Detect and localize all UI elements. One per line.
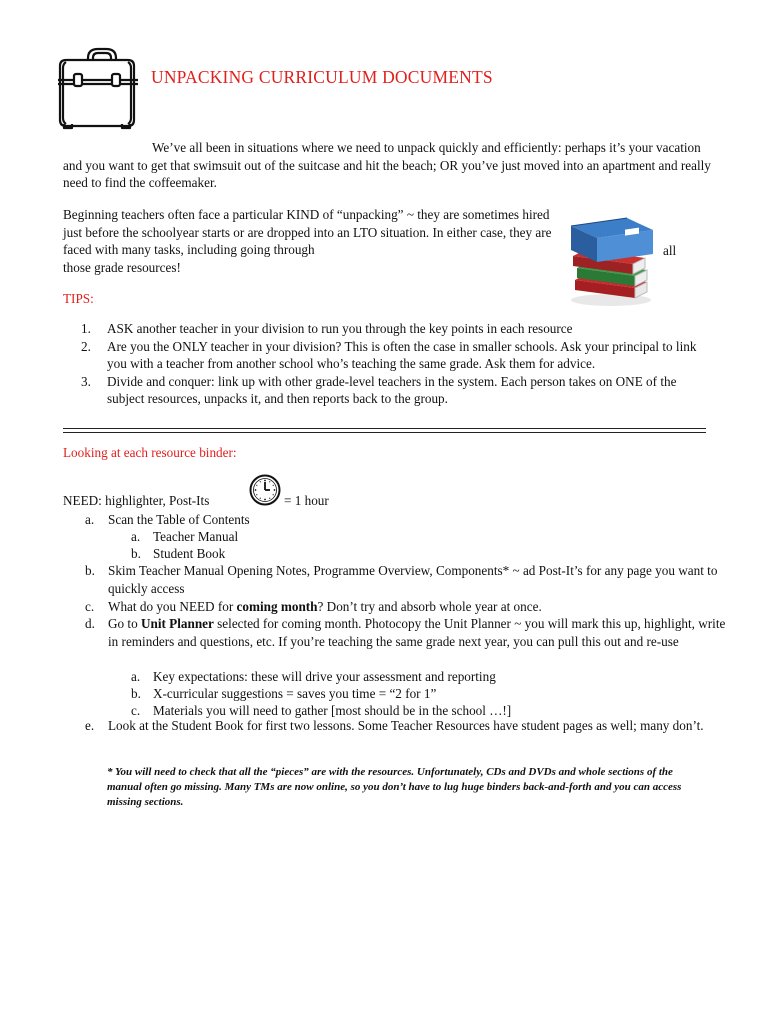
list-number: 2. [81, 338, 91, 354]
step-text: Skim Teacher Manual Opening Notes, Programme Overview, Components* ~ ad Post-It’s for any page you want to quickly access [108, 563, 718, 596]
step-text-bold: coming month [236, 599, 318, 614]
list-marker: c. [131, 703, 141, 718]
list-marker: d. [85, 616, 95, 631]
list-marker: e. [85, 718, 95, 733]
tip-text: Are you the ONLY teacher in your division? This is often the case in smaller schools. Ask your principal to link you with a teacher from another school who’s teaching the same grade. Ask them for advice. [107, 338, 697, 371]
step-d [85, 615, 733, 650]
tips-list [81, 320, 711, 408]
looking-heading: Looking at each resource binder: [63, 445, 237, 460]
sub-step-text: Teacher Manual [153, 529, 239, 544]
sub-step-text: X-curricular suggestions = saves you time = “2 for 1” [153, 686, 437, 701]
step-d-sub-a [131, 668, 713, 686]
list-marker: a. [131, 669, 141, 684]
step-text-post: ? Don’t try and absorb whole year at once. [317, 599, 542, 614]
step-text-pre: Go to [108, 616, 141, 631]
step-text-post: selected for coming month. Photocopy the Unit Planner ~ you will mark this up, highlight, write in reminders and questions, etc. If you’re teaching the same grade next year, you can pull this out and re-use [108, 616, 726, 649]
list-marker: c. [85, 599, 95, 614]
step-b [85, 562, 733, 597]
tips-heading: TIPS: [63, 291, 94, 306]
divider [63, 428, 706, 429]
beginning-tail: those grade resources! [63, 259, 181, 275]
list-item [81, 338, 711, 373]
tip-text: ASK another teacher in your division to run you through the key points in each resource [107, 321, 573, 336]
divider [63, 432, 706, 433]
list-number: 1. [81, 321, 91, 336]
step-d-sub-b [131, 685, 713, 703]
list-marker: b. [131, 546, 141, 561]
beginning-paragraph [63, 206, 558, 276]
list-item [81, 320, 711, 338]
footnote: * You will need to check that all the “pieces” are with the resources. Unfortunately, CDs and DVDs and whole sections of the manual often go missing. Many TMs are now online, so you don’t have to lug huge binders back-and-forth and you can access missing sections. [107, 766, 682, 808]
step-text-pre: What do you NEED for [108, 599, 237, 614]
clock-equals-label: = 1 hour [284, 493, 329, 508]
list-marker: b. [131, 686, 141, 701]
list-marker: a. [131, 529, 141, 544]
step-a-sub-a [131, 528, 713, 546]
step-text-bold: Unit Planner [140, 616, 214, 631]
sub-step-text: Materials you will need to gather [most should be in the school …!] [153, 703, 512, 718]
tip-text: Divide and conquer: link up with other grade-level teachers in the system. Each person takes on ONE of the subject resources, unpacks it, and then reports back to the group. [107, 373, 677, 406]
step-e [85, 717, 733, 735]
list-marker: b. [85, 563, 95, 578]
clock-icon [249, 474, 281, 506]
step-a-sub-b [131, 545, 713, 563]
sub-step-text: Key expectations: these will drive your assessment and reporting [153, 669, 496, 684]
step-c [85, 598, 733, 616]
step-text: Look at the Student Book for first two lessons. Some Teacher Resources have student pages as well; many don’t. [108, 718, 704, 733]
step-text: Scan the Table of Contents [108, 512, 250, 527]
list-number: 3. [81, 373, 91, 389]
list-marker: a. [85, 512, 95, 527]
beginning-word-all: all [663, 243, 677, 258]
sub-step-text: Student Book [153, 546, 226, 561]
page-title: UNPACKING CURRICULUM DOCUMENTS [151, 67, 493, 87]
suitcase-icon [52, 40, 144, 132]
intro-paragraph: We’ve all been in situations where we need to unpack quickly and efficiently: perhaps it’s your vacation and you want to get that swimsuit out of the suitcase and hit the beach; OR you’ve just moved into an apartment and really need to find the coffeemaker. [63, 140, 711, 190]
list-item [81, 373, 711, 408]
step-a [85, 511, 733, 529]
need-line: NEED: highlighter, Post-Its [63, 493, 210, 508]
beginning-text: Beginning teachers often face a particular KIND of “unpacking” ~ they are sometimes hired just before the schoolyear starts or are dropped into an LTO situation. In either case, they are faced with many tasks, including going through [63, 207, 552, 257]
